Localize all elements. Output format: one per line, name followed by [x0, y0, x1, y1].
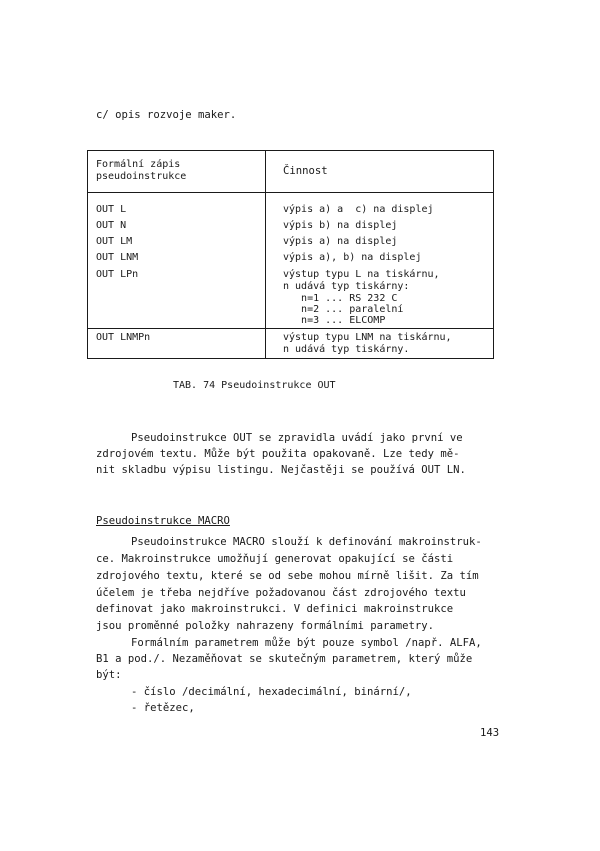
table-header-divider: [88, 192, 493, 193]
table-row-desc: výstup typu LNM na tiskárnu,: [283, 332, 452, 343]
intro-line: c/ opis rozvoje maker.: [96, 109, 237, 121]
table-row-desc: n=1 ... RS 232 C: [283, 293, 398, 304]
paragraph-line: jsou proměnné položky nahrazeny formálními parametry.: [96, 620, 435, 632]
paragraph-line: definovat jako makroinstrukci. V definici makroinstrukce: [96, 603, 454, 615]
table-row-desc: výpis a), b) na displej: [283, 252, 422, 263]
table-row-desc: n udává typ tiskárny:: [283, 281, 410, 292]
table-row-desc: výpis a) a c) na displej: [283, 204, 434, 215]
table-row-code: OUT LNM: [96, 252, 139, 263]
table-header-activity: Činnost: [283, 165, 328, 177]
paragraph-line: účelem je třeba nejdříve požadovanou část zdrojového textu: [96, 587, 466, 599]
table-header-formal-notation: Formální zápis: [96, 159, 181, 170]
paragraph-line: B1 a pod./. Nezaměňovat se skutečným parametrem, který může: [96, 653, 473, 665]
table-row-desc: výpis b) na displej: [283, 220, 398, 231]
table-row-code: OUT LNMPn: [96, 332, 151, 343]
table-caption: TAB. 74 Pseudoinstrukce OUT: [173, 380, 336, 391]
paragraph-line: Formálním parametrem může být pouze symbol /např. ALFA,: [131, 637, 482, 649]
table-row-desc: výpis a) na displej: [283, 236, 398, 247]
paragraph-line: zdrojového textu, které se od sebe mohou mírně lišit. Za tím: [96, 570, 479, 582]
table-row-code: OUT N: [96, 220, 127, 231]
table-row-divider: [88, 328, 493, 329]
table-row-desc: n udává typ tiskárny.: [283, 344, 410, 355]
list-item: - číslo /decimální, hexadecimální, binární/,: [131, 686, 412, 698]
table-row-code: OUT L: [96, 204, 127, 215]
paragraph-line: nit skladbu výpisu listingu. Nejčastěji se používá OUT LN.: [96, 464, 466, 476]
paragraph-line: Pseudoinstrukce MACRO slouží k definování makroinstruk-: [131, 536, 482, 548]
section-heading: Pseudoinstrukce MACRO: [96, 515, 230, 527]
paragraph-line: být:: [96, 669, 122, 681]
table-row-desc: n=3 ... ELCOMP: [283, 315, 386, 326]
table-row-desc: n=2 ... paralelní: [283, 304, 404, 315]
page-number: 143: [480, 727, 500, 739]
table-row-code: OUT LPn: [96, 269, 139, 280]
paragraph-line: Pseudoinstrukce OUT se zpravidla uvádí jako první ve: [131, 432, 463, 444]
paragraph-line: zdrojovém textu. Může být použita opakovaně. Lze tedy mě-: [96, 448, 460, 460]
list-item: - řetězec,: [131, 702, 195, 714]
table-row-desc: výstup typu L na tiskárnu,: [283, 269, 440, 280]
table-row-code: OUT LM: [96, 236, 133, 247]
table-column-divider: [265, 151, 266, 358]
table-header-formal-notation-2: pseudoinstrukce: [96, 171, 187, 182]
paragraph-line: ce. Makroinstrukce umožňují generovat opakující se části: [96, 553, 454, 565]
